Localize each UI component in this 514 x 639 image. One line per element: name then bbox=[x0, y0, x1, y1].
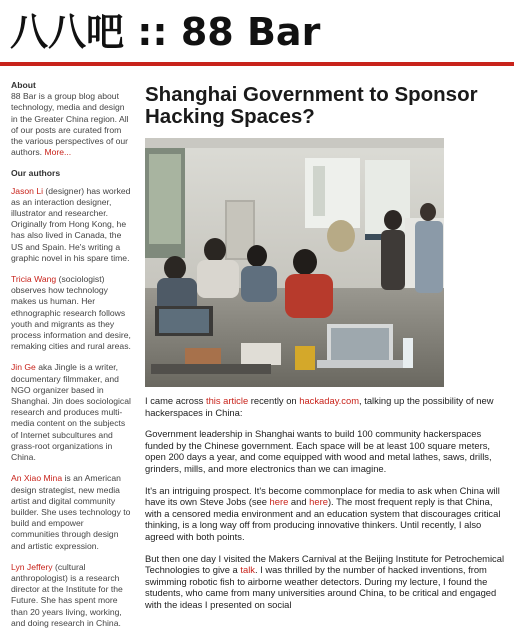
post-paragraph bbox=[145, 553, 507, 611]
author-entry bbox=[11, 274, 133, 352]
author-link[interactable]: Tricia Wang bbox=[11, 274, 57, 285]
paragraph-text: recently on bbox=[248, 395, 300, 406]
author-link[interactable]: Jason Li bbox=[11, 185, 44, 196]
author-bio: is an American design strategist, new media artist and digital community builder. She uses technology to build and empower communities through design and artistic expression. bbox=[11, 473, 131, 551]
about-text: 88 Bar is a group blog about technology, media and design in the Greater China region. All of our posts are curated from the various perspectives of our authors. bbox=[11, 91, 129, 158]
author-link[interactable]: Lyn Jeffery bbox=[11, 561, 53, 572]
site-header bbox=[10, 4, 320, 60]
post-photo bbox=[145, 138, 444, 387]
hackaday-link[interactable]: hackaday.com bbox=[299, 395, 360, 406]
author-entry bbox=[11, 362, 133, 463]
paragraph-text: and bbox=[288, 496, 310, 508]
post-body bbox=[145, 395, 507, 611]
here-link-2[interactable]: here bbox=[309, 496, 328, 508]
author-entry bbox=[11, 186, 133, 264]
about-section bbox=[11, 80, 133, 158]
paragraph-text: I came across bbox=[145, 395, 206, 406]
authors-heading: Our authors bbox=[11, 168, 61, 179]
author-link[interactable]: Jin Ge bbox=[11, 362, 36, 373]
paragraph-text: But then one day I visited the Makers Carnival at the Beijing Institute for Petrochemical Technologies to give a bbox=[145, 552, 505, 576]
paragraph-text: . I was thrilled by the number of hacked inventions, from swimming robotic fish to airborne weather detectors. During my lecture, I found the students, who came from many universities around China, to be critical and engaged with the ideas I presented on social bbox=[145, 564, 497, 610]
author-link[interactable]: An Xiao Mina bbox=[11, 473, 63, 484]
sidebar bbox=[11, 80, 133, 639]
post-title[interactable]: Shanghai Government to Sponsor Hacking Spaces? bbox=[145, 83, 478, 128]
talk-link[interactable]: talk bbox=[240, 564, 255, 576]
post-paragraph bbox=[145, 395, 507, 418]
authors-heading-block bbox=[11, 168, 133, 179]
paragraph-text: , talking up the possibility of new hackerspaces in China: bbox=[145, 395, 494, 418]
author-bio: aka Jingle is a writer, documentary filmmaker, and NGO organizer based in Shanghai. Jin does sociological research and produces multi-media content on the subjects of Internet subcultures and grass-root organizations in China. bbox=[11, 362, 131, 463]
article-link[interactable]: this article bbox=[205, 395, 249, 406]
about-heading: About bbox=[11, 80, 36, 90]
blockquote: Government leadership in Shanghai wants to build 100 community hackerspaces funded by the Chinese government. Each space will be at least 100 square meters, open 200 days a year, and come equipped with wood and metal lathes, saws, drills, grinders, mills, and more electronics than we can imagine. bbox=[145, 428, 492, 474]
author-bio: (cultural anthropologist) is a research director at the Institute for the Future. She has spent more than 20 years living, working, and doing research in China. bbox=[11, 561, 123, 628]
author-entry bbox=[11, 473, 133, 551]
author-bio: (sociologist) observes how technology makes us human. Her ethnographic research follows youth and migrants as they process information and desire, remaking cities and rural areas. bbox=[11, 274, 131, 352]
site-title[interactable]: 八八吧 :: 88 Bar bbox=[10, 10, 321, 54]
paragraph-text: ). The most frequent reply is that China, with a censored media environment and an education system that discourages critical thinking, is a long way off from producing innovative thinkers. Until recently, I also agreed with both points. bbox=[145, 496, 501, 542]
main-content bbox=[145, 80, 507, 621]
here-link-1[interactable]: here bbox=[269, 496, 289, 508]
header-divider bbox=[0, 62, 514, 66]
about-more-link[interactable]: More... bbox=[44, 147, 72, 158]
post-paragraph bbox=[145, 485, 507, 543]
author-bio: (designer) has worked as an interaction designer, illustrator and researcher. Originally from Hong Kong, he has also lived in Canada, the US and Spain. He's writing a graphic novel in his spare time. bbox=[11, 185, 131, 263]
author-entry bbox=[11, 562, 133, 629]
paragraph-text: It's an intriguing prospect. It's become commonplace for media to ask when China will have its own Steve Jobs (see bbox=[145, 484, 500, 508]
